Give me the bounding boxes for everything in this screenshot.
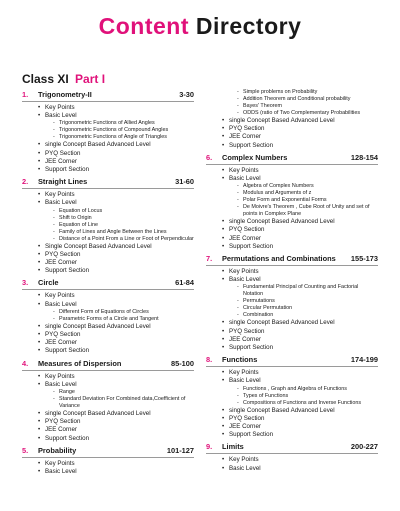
list-item [38,112,194,141]
class-heading-prefix: Class XI [22,72,69,86]
list-item [38,339,194,347]
chapter-continuation [206,89,378,150]
list-item-label: PYQ Section [45,418,81,426]
sub-topic-item: - Algebra of Complex Numbers [237,183,378,190]
right-column [206,89,378,475]
sub-topic-list [45,309,194,323]
chapter-topic-list [22,371,194,443]
list-item [38,418,194,426]
list-item [222,125,378,133]
chapter-page-range: 85-100 [170,358,194,368]
sub-topic-item: - Combination [237,312,378,319]
sub-topic-item: - Equation of Line [53,222,194,229]
chapter-entry [22,277,194,355]
list-item-label: Key Points [45,292,75,300]
list-item-label: JEE Corner [229,335,261,343]
list-item [222,415,378,423]
list-item [222,218,378,226]
sub-topic-list [229,386,378,407]
chapter-heading[interactable] [22,277,194,290]
list-item-label: JEE Corner [45,259,77,267]
list-item [222,328,378,336]
chapter-title: Permutations and Combinations [222,254,336,264]
chapter-entry [22,358,194,443]
list-item [222,276,378,319]
class-heading-part: Part I [75,72,106,86]
list-item-label: Basic Level [45,380,77,388]
chapter-entry [206,253,378,352]
list-item [222,268,378,276]
chapter-title: Straight Lines [38,177,88,187]
list-item-label: PYQ Section [229,414,265,422]
chapter-heading[interactable] [206,152,378,165]
chapter-heading[interactable] [206,441,378,454]
list-item-label: Support Section [45,434,90,442]
list-item-label: Support Section [45,166,90,174]
list-item [222,431,378,439]
sub-topic-item: - Addition Theorem and Conditional probability [237,96,378,103]
list-item-label: single Concept Based Advanced Level [229,406,335,414]
chapter-heading[interactable] [22,176,194,189]
list-item [38,259,194,267]
chapter-topic-list [206,266,378,352]
list-item-label: Key Points [45,372,75,380]
list-item [38,243,194,251]
list-item-label: Basic Level [229,276,261,284]
list-item-label: PYQ Section [229,327,265,335]
list-item-label: Basic Level [45,300,77,308]
chapter-page-range: 174-199 [350,355,378,365]
list-item [222,117,378,125]
sub-topic-list [229,89,378,117]
list-item [38,347,194,355]
chapter-topic-list [22,290,194,355]
list-item-label: Basic Level [45,112,77,120]
page-title [0,12,400,40]
list-item-label: PYQ Section [229,125,265,133]
title-word-directory: Directory [195,13,302,39]
chapter-entry [206,354,378,439]
sub-topic-item: - Bayes' Theorem [237,103,378,110]
list-item-label: Basic Level [229,464,261,472]
chapter-page-range: 61-84 [175,278,194,288]
list-item [222,142,378,150]
sub-topic-list [45,389,194,410]
chapter-number: 2. [22,177,29,187]
chapter-heading[interactable] [22,358,194,371]
list-item [222,407,378,415]
list-item-label: Support Section [229,141,274,149]
list-item [222,175,378,218]
sub-topic-list [45,120,194,141]
list-item [38,323,194,331]
list-item [38,267,194,275]
list-item [38,460,194,468]
sub-topic-item: - Equation of Locus [53,208,194,215]
sub-topic-item: - De Moivre's Theorem , Cube Root of Unity and set of points in Complex Plane [237,204,378,218]
list-item-label: Support Section [45,267,90,275]
list-item-label: Key Points [45,191,75,199]
list-item-label: single Concept Based Advanced Level [45,141,151,149]
list-item [222,319,378,327]
list-item-label: single Concept Based Advanced Level [229,319,335,327]
list-item [38,191,194,199]
list-item-label: Key Points [45,104,75,111]
chapter-title: Functions [222,355,258,365]
sub-topic-list [229,284,378,319]
sub-topic-item: - Compositions of Functions and Inverse Functions [237,400,378,407]
sub-topic-item: - Family of Lines and Angle Between the Lines [53,229,194,236]
list-item-label: Basic Level [45,199,77,207]
list-item [222,465,378,473]
chapter-heading[interactable] [22,89,194,102]
list-item [222,243,378,251]
list-item [222,344,378,352]
sub-topic-item: - Range [53,389,194,396]
sub-topic-list [45,208,194,243]
chapter-entry [22,176,194,275]
list-item-label: single Concept Based Advanced Level [229,218,335,226]
chapter-page-range: 155-173 [350,254,378,264]
sub-topic-item: - Fundamental Principal of Counting and Factorial Notation [237,284,378,298]
list-item-label: Key Points [229,369,259,377]
list-item-label: JEE Corner [45,426,77,434]
list-item-label: JEE Corner [229,133,261,141]
chapter-entry [22,89,194,174]
chapter-number: 9. [206,442,213,452]
list-item-label: Single Concept Based Advanced Level [45,242,152,250]
list-item [38,410,194,418]
chapter-number: 5. [22,445,29,455]
sub-topic-item: - Circular Permutation [237,305,378,312]
chapter-topic-list [22,458,194,476]
list-item-label: Key Points [229,268,259,276]
list-item [38,381,194,410]
list-item-label: PYQ Section [229,226,265,234]
list-item [222,369,378,377]
chapter-number: 6. [206,152,213,162]
list-item [222,226,378,234]
list-item [222,167,378,175]
list-item-label: PYQ Section [45,149,81,157]
list-item [38,331,194,339]
list-item [38,292,194,300]
chapter-entry [206,152,378,251]
chapter-topic-list [22,189,194,275]
list-item [222,456,378,464]
sub-topic-item: - Simple problems on Probability [237,89,378,96]
chapter-page-range: 200-227 [350,442,378,452]
list-item-label: Basic Level [229,175,261,183]
chapter-heading[interactable] [206,354,378,367]
title-word-content: Content [98,13,189,39]
chapter-title: Measures of Dispersion [38,358,122,368]
sub-topic-list [229,183,378,218]
list-item-label: PYQ Section [45,250,81,258]
chapter-page-range: 31-60 [175,177,194,187]
sub-topic-item: - Different Form of Equations of Circles [53,309,194,316]
list-item [38,141,194,149]
list-item-label: JEE Corner [45,339,77,347]
sub-topic-item: - Modulus and Arguments of z [237,190,378,197]
list-item [38,150,194,158]
chapter-title: Limits [222,442,244,452]
sub-topic-item: - Functions , Graph and Algebra of Functions [237,386,378,393]
list-item [222,377,378,406]
chapter-entry [206,441,378,472]
chapter-number: 1. [22,90,29,99]
list-item [222,133,378,141]
chapter-title: Circle [38,278,59,288]
sub-topic-item: - Shift to Origin [53,215,194,222]
sub-topic-item: - Parametric Forms of a Circle and Tangent [53,316,194,323]
list-item [38,301,194,323]
chapter-heading[interactable] [22,445,194,458]
list-item-label: Support Section [45,347,90,355]
list-item [38,468,194,476]
chapter-topic-list [206,454,378,472]
chapter-title: Trigonometry-II [38,90,92,99]
chapter-number: 7. [206,254,213,264]
list-item-label: Key Points [229,166,259,174]
list-item-label: Key Points [229,456,259,464]
list-item-label: JEE Corner [45,157,77,165]
class-heading [22,72,105,86]
sub-topic-item: - Trigonometric Functions of Allied Angles [53,120,194,127]
chapter-topic-list [206,367,378,439]
sub-topic-item: - ODDS (ratio of Two Complementary Probabilities [237,110,378,117]
chapter-entry [22,445,194,476]
list-item-label: single Concept Based Advanced Level [229,117,335,124]
list-item-label: Support Section [229,344,274,352]
sub-topic-item: - Polar Form and Exponential Forms [237,197,378,204]
list-item [38,426,194,434]
chapter-number: 3. [22,278,29,288]
chapter-page-range: 3-30 [179,90,194,99]
sub-topic-item: - Trigonometric Functions of Compound Angles [53,127,194,134]
list-item-label: JEE Corner [229,234,261,242]
list-item [38,435,194,443]
list-item [38,251,194,259]
list-item-label: Support Section [229,431,274,439]
sub-topic-item: - Standard Deviation For Combined data,Coefficient of Variance [53,396,194,410]
list-item [38,199,194,242]
list-item [38,104,194,112]
list-item-label: single Concept Based Advanced Level [45,322,151,330]
sub-topic-item: - Distance of a Point From a Line or Foot of Perpendicular [53,236,194,243]
left-column [22,89,194,478]
list-item-label: Basic Level [229,377,261,385]
sub-topic-item: - Trigonometric Functions of Angle of Triangles [53,134,194,141]
chapter-topic-list [206,165,378,251]
chapter-title: Complex Numbers [222,152,288,162]
list-item [222,235,378,243]
list-item-label: PYQ Section [45,331,81,339]
chapter-number: 4. [22,358,29,368]
list-item [222,336,378,344]
list-item-label: single Concept Based Advanced Level [45,410,151,418]
chapter-topic-list [22,102,194,174]
chapter-number: 8. [206,355,213,365]
list-item-label: Support Section [229,242,274,250]
list-item-label: Basic Level [45,468,77,476]
chapter-page-range: 128-154 [350,152,378,162]
list-item-label: JEE Corner [229,423,261,431]
sub-topic-item: - Permutations [237,298,378,305]
sub-topic-item: - Types of Functions [237,393,378,400]
list-item [38,166,194,174]
chapter-heading[interactable] [206,253,378,266]
list-item [222,423,378,431]
list-item [38,373,194,381]
list-item-label: Key Points [45,459,75,467]
list-item [38,158,194,166]
chapter-title: Probability [38,445,77,455]
chapter-page-range: 101-127 [166,445,194,455]
